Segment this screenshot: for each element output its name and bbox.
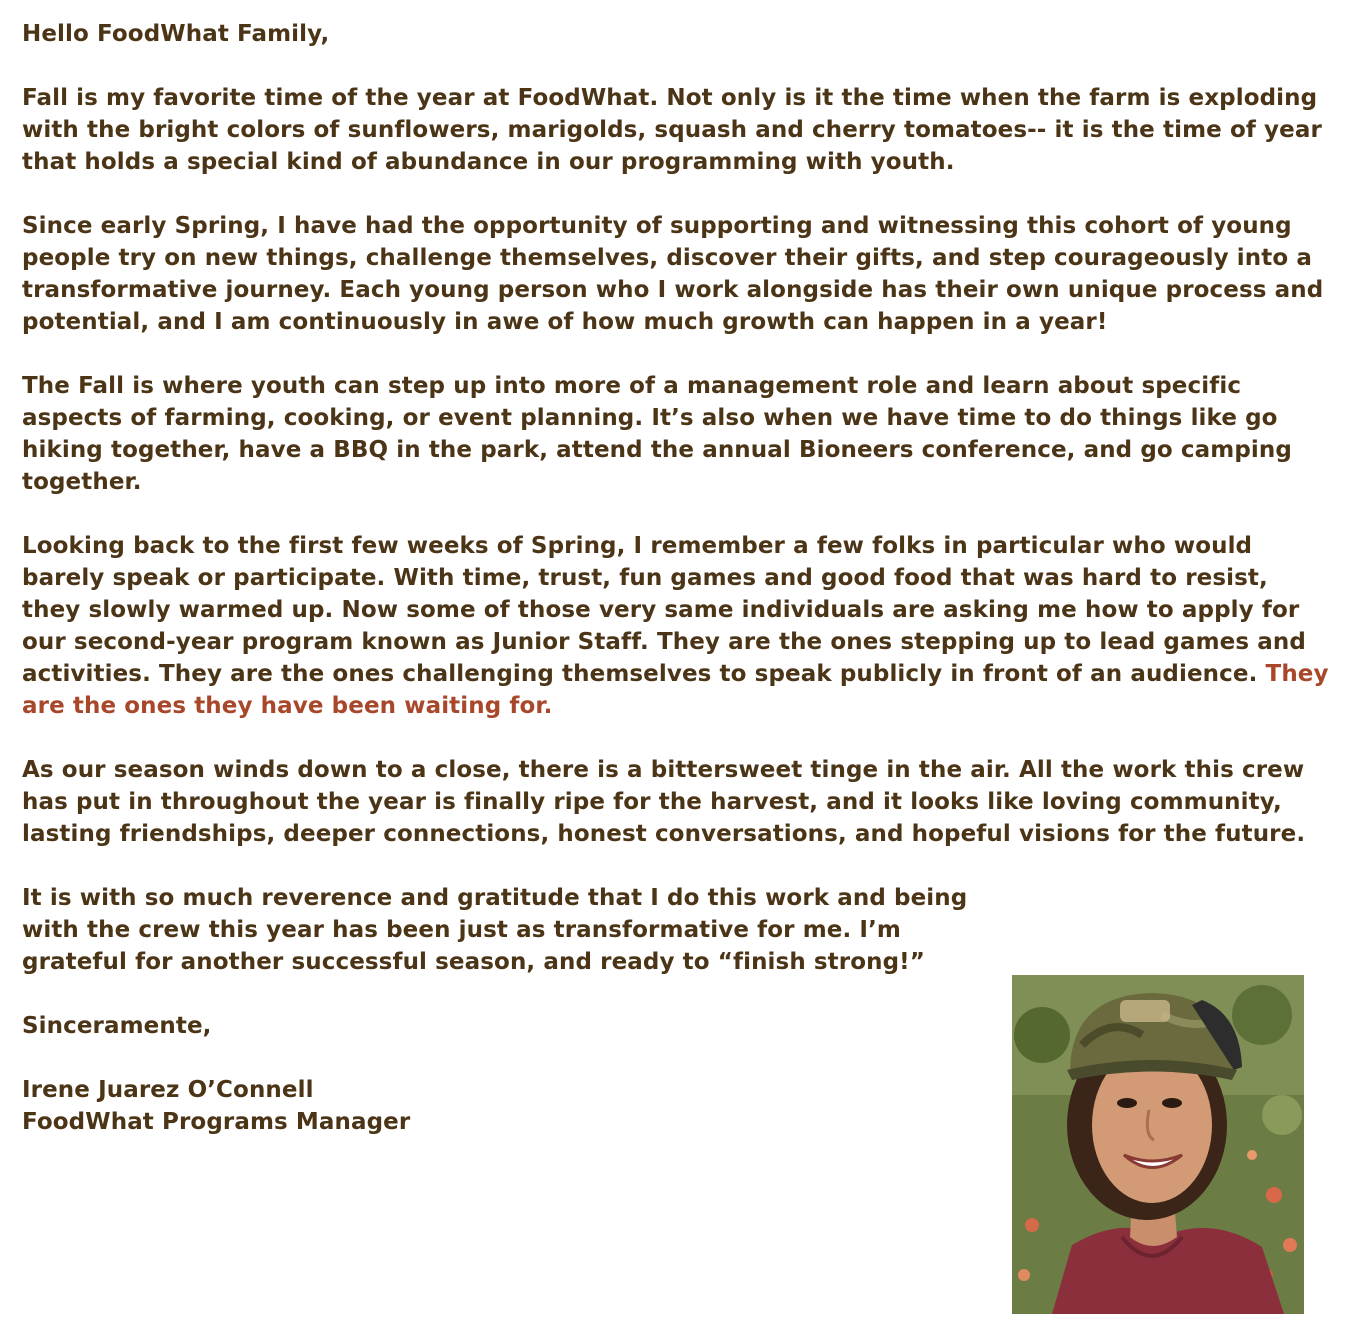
paragraph-looking-back <box>22 530 1334 722</box>
letter-body <box>22 18 1334 1138</box>
signature-title: FoodWhat Programs Manager <box>22 1109 411 1135</box>
closing: Sinceramente, <box>22 1013 212 1039</box>
paragraph-fall-favorite: Fall is my favorite time of the year at FoodWhat. Not only is it the time when the farm is exploding with the bright colors of sunflowers, marigolds, squash and cherry tomatoes-- it is the time of year that holds a special kind of abundance in our programming with youth. <box>22 85 1322 175</box>
paragraph-season-winds-down: As our season winds down to a close, there is a bittersweet tinge in the air. All the work this crew has put in throughout the year is finally ripe for the harvest, and it looks like loving community, lasting friendships, deeper connections, honest conversations, and hopeful visions for the future. <box>22 757 1306 847</box>
author-photo <box>1012 975 1304 1314</box>
signature-name: Irene Juarez O’Connell <box>22 1077 314 1103</box>
paragraph-since-spring: Since early Spring, I have had the opportunity of supporting and witnessing this cohort of young people try on new things, challenge themselves, discover their gifts, and step courageously into a transformative journey. Each young person who I work alongside has their own unique process and potential, and I am continuously in awe of how much growth can happen in a year! <box>22 213 1324 335</box>
paragraph-gratitude: It is with so much reverence and gratitude that I do this work and being with the crew this year has been just as transformative for me. I’m grateful for another successful season, and ready to “finish strong!” <box>22 885 968 975</box>
highlight-quote: They are the ones they have been waiting for. <box>22 661 1329 719</box>
paragraph-fall-management: The Fall is where youth can step up into more of a management role and learn about specific aspects of farming, cooking, or event planning. It’s also when we have time to do things like go hiking together, have a BBQ in the park, attend the annual Bioneers conference, and go camping together. <box>22 373 1292 495</box>
looking-back-text: Looking back to the first few weeks of Spring, I remember a few folks in particular who would barely speak or participate. With time, trust, fun games and good food that was hard to resist, they slowly warmed up. Now some of those very same individuals are asking me how to apply for our second-year program known as Junior Staff. They are the ones stepping up to lead games and activities. They are the ones challenging themselves to speak publicly in front of an audience. <box>22 533 1306 687</box>
greeting: Hello FoodWhat Family, <box>22 21 330 47</box>
